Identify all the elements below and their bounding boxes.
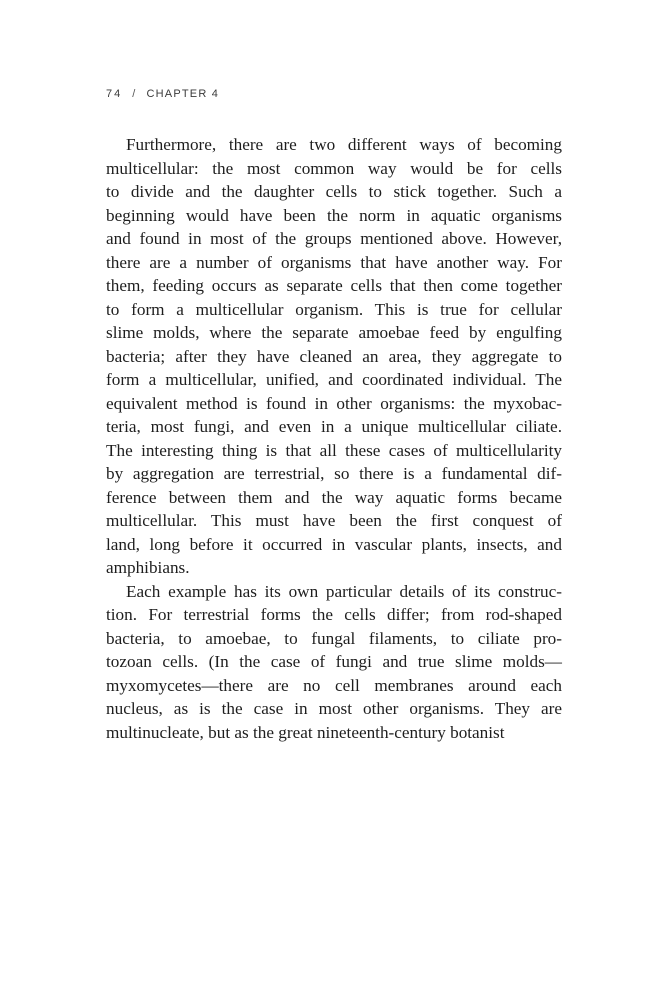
text-line: nucleus, as is the case in most other organisms. They are [106, 699, 562, 718]
text-line: amphibians. [106, 558, 190, 577]
text-line: teria, most fungi, and even in a unique multicellular ciliate. [106, 417, 562, 436]
text-line: and found in most of the groups mentioned above. However, [106, 229, 562, 248]
text-line: multinucleate, but as the great nineteenth-century botanist [106, 722, 505, 742]
running-head-separator: / [132, 88, 137, 100]
body-text [106, 133, 562, 744]
text-line: land, long before it occurred in vascular plants, insects, and [106, 534, 562, 554]
text-line: beginning would have been the norm in aquatic organisms [106, 205, 562, 225]
text-line: ference between them and the way aquatic forms became [106, 487, 562, 507]
text-line: slime molds, where the separate amoebae feed by engulfing [106, 323, 562, 342]
paragraph [106, 580, 562, 745]
text-line: form a multicellular, unified, and coordinated individual. The [106, 370, 562, 389]
text-line: tion. For terrestrial forms the cells differ; from rod-shaped [106, 605, 562, 624]
text-line: tozoan cells. (In the case of fungi and true slime molds— [106, 652, 562, 671]
text-line: multicellular. This must have been the first conquest of [106, 511, 562, 530]
chapter-label: CHAPTER 4 [146, 88, 220, 100]
text-line: by aggregation are terrestrial, so there is a fundamental dif- [106, 464, 562, 483]
text-line: to form a multicellular organism. This is true for cellular [106, 299, 562, 319]
page-number: 74 [106, 88, 123, 100]
text-line: The interesting thing is that all these cases of multicellularity [106, 440, 562, 460]
text-line: Furthermore, there are two different ways of becoming [126, 135, 562, 154]
text-line: to divide and the daughter cells to stick together. Such a [106, 182, 562, 201]
text-line: myxomycetes—there are no cell membranes around each [106, 675, 562, 695]
text-line: Each example has its own particular details of its construc- [126, 581, 562, 601]
text-line: them, feeding occurs as separate cells that then come together [106, 276, 562, 295]
running-head [106, 88, 219, 100]
text-line: bacteria; after they have cleaned an area, they aggregate to [106, 346, 562, 366]
text-line: there are a number of organisms that have another way. For [106, 252, 562, 272]
text-line: multicellular: the most common way would be for cells [106, 158, 562, 178]
text-line: bacteria, to amoebae, to fungal filaments, to ciliate pro- [106, 628, 562, 648]
paragraph [106, 133, 562, 580]
text-line: equivalent method is found in other organisms: the myxobac- [106, 393, 562, 413]
